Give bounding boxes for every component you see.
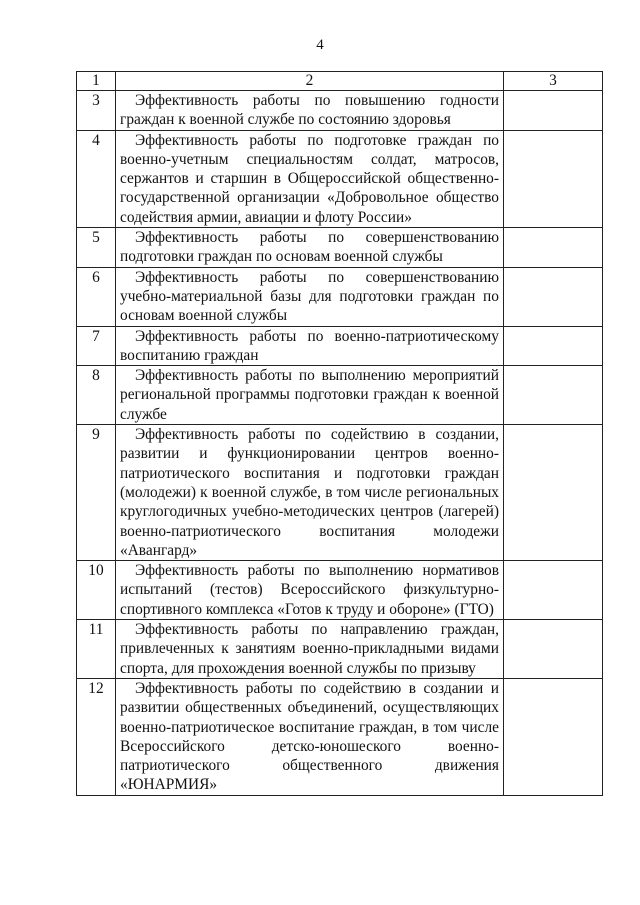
table-row bbox=[77, 91, 603, 131]
row-text: Эффективность работы по военно-патриотическому воспитанию граждан bbox=[116, 326, 504, 366]
table-row bbox=[77, 620, 603, 679]
row-number: 11 bbox=[77, 620, 116, 679]
criteria-table bbox=[76, 71, 603, 796]
table-row bbox=[77, 326, 603, 366]
header-col-3: 3 bbox=[504, 72, 603, 91]
row-value bbox=[504, 561, 603, 620]
header-col-2: 2 bbox=[116, 72, 504, 91]
row-value bbox=[504, 620, 603, 679]
row-number: 3 bbox=[77, 91, 116, 131]
table-row bbox=[77, 678, 603, 795]
row-value bbox=[504, 267, 603, 326]
table-row bbox=[77, 366, 603, 425]
row-value bbox=[504, 425, 603, 561]
table-row bbox=[77, 228, 603, 268]
row-value bbox=[504, 678, 603, 795]
page-number: 4 bbox=[316, 37, 324, 53]
row-number: 6 bbox=[77, 267, 116, 326]
row-text: Эффективность работы по подготовке граждан по военно-учетным специальностям солдат, матросов, сержантов и старшин в Общероссийской общественно-государственной организации «Добровольное общество содействия армии, авиации и флоту России» bbox=[116, 130, 504, 227]
row-text: Эффективность работы по направлению граждан, привлеченных к занятиям военно-прикладными видами спорта, для прохождения военной службы по призыву bbox=[116, 620, 504, 679]
row-text: Эффективность работы по выполнению мероприятий региональной программы подготовки граждан к военной службе bbox=[116, 366, 504, 425]
header-col-1: 1 bbox=[77, 72, 116, 91]
row-number: 12 bbox=[77, 678, 116, 795]
row-value bbox=[504, 326, 603, 366]
row-number: 5 bbox=[77, 228, 116, 268]
table-row bbox=[77, 561, 603, 620]
row-number: 8 bbox=[77, 366, 116, 425]
row-value bbox=[504, 130, 603, 227]
table-row bbox=[77, 425, 603, 561]
table-row bbox=[77, 267, 603, 326]
row-number: 7 bbox=[77, 326, 116, 366]
row-number: 4 bbox=[77, 130, 116, 227]
table-header-row bbox=[77, 72, 603, 91]
table-row bbox=[77, 130, 603, 227]
row-text: Эффективность работы по повышению годности граждан к военной службе по состоянию здоровья bbox=[116, 91, 504, 131]
row-value bbox=[504, 228, 603, 268]
row-text: Эффективность работы по выполнению нормативов испытаний (тестов) Всероссийского физкультурно-спортивного комплекса «Готов к труду и обороне» (ГТО) bbox=[116, 561, 504, 620]
row-text: Эффективность работы по совершенствованию подготовки граждан по основам военной службы bbox=[116, 228, 504, 268]
row-text: Эффективность работы по совершенствованию учебно-материальной базы для подготовки граждан по основам военной службы bbox=[116, 267, 504, 326]
row-number: 10 bbox=[77, 561, 116, 620]
row-number: 9 bbox=[77, 425, 116, 561]
row-text: Эффективность работы по содействию в создании, развитии и функционировании центров военно-патриотического воспитания и подготовки граждан (молодежи) к военной службе, в том числе региональных круглогодичных учебно-методических центров (лагерей) военно-патриотического воспитания молодежи «Авангард» bbox=[116, 425, 504, 561]
row-text: Эффективность работы по содействию в создании и развитии общественных объединений, осуществляющих военно-патриотическое воспитание граждан, в том числе Всероссийского детско-юношеского военно-патриотического общественного движения «ЮНАРМИЯ» bbox=[116, 678, 504, 795]
row-value bbox=[504, 366, 603, 425]
row-value bbox=[504, 91, 603, 131]
